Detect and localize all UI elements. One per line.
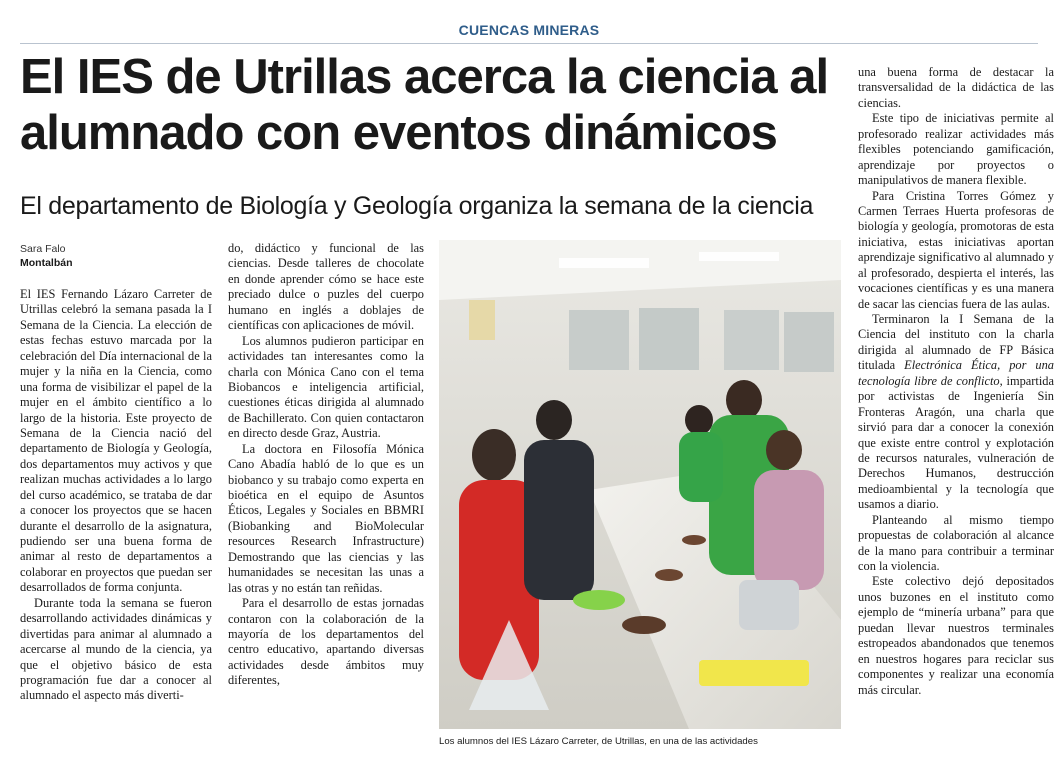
body-column-2 [228, 241, 424, 757]
body-column-4 [858, 65, 1054, 757]
talk-title: Electrónica Ética, por una tecnología libre de conflicto [858, 358, 1054, 388]
classroom-photo-illustration [439, 240, 841, 729]
paragraph: Los alumnos pudieron participar en actividades tan interesantes como la charla con Mónica Cano con el tema Biobancos e inteligencia artificial, cuestiones éticas dirigida al alumnado de Bachillerato. Con quien contactaron en directo desde Graz, Austria. [228, 333, 424, 441]
subheadline: El departamento de Biología y Geología organiza la semana de la ciencia [20, 192, 814, 220]
byline-author: Sara Falo [20, 243, 66, 255]
paragraph: Este colectivo dejó depositados unos buzones en el instituto como ejemplo de “minería urbana” para que puedan llevar nuestros terminales estropeados abandonados que tenemos en nuestros hogares para reciclar sus componentes y realizar una economía más circular. [858, 574, 1054, 697]
text-run: Terminaron la I Semana de la Ciencia del instituto con la charla dirigida al alumnado de FP Básica titulada [858, 312, 1054, 373]
paragraph: El IES Fernando Lázaro Carreter de Utrillas celebró la semana pasada la I Semana de la Ciencia. La elección de estas fechas estuvo marcada por la celebración del Día internacional de la mujer y la niña en la Ciencia, como una forma de visibilizar el papel de la mujer en el ámbito científico a lo largo de la historia. Este proyecto de Semana de la Ciencia nació del departamento de Biología y Geología, dos departamentos muy activos y que realizan muchas actividades a lo largo del curso académico, se trataba de dar a conocer los proyectos que se hacen durante el desarrollo de la asignatura, pudiendo ser una buena forma de animar al resto de departamentos a colaborar en proyectos que puedan ser desarrollados de forma conjunta. [20, 287, 212, 595]
text-run: , impartida por activistas de Ingeniería Sin Fronteras Aragón, una charla que sirvió para dar a conocer la conexión que existe entre control y explotación de recursos naturales, vulneración de Derechos Humanos, destrucción medioambiental y la tecnología que usamos a diario. [858, 373, 1054, 512]
byline [20, 242, 210, 270]
paragraph: Este tipo de iniciativas permite al profesorado realizar actividades más flexibles potenciando gamificación, aprendizaje por proyectos o manipulativos de manera flexible. [858, 111, 1054, 188]
headline: El IES de Utrillas acerca la ciencia al alumnado con eventos dinámicos [20, 50, 829, 160]
body-column-1 [20, 287, 212, 757]
section-header [20, 14, 1038, 44]
paragraph: Para Cristina Torres Gómez y Carmen Terraes Huerta profesoras de biología y geología, promotoras de esta iniciativa, estas iniciativas aportan aprendizaje significativo al alumnado y al profesorado, despierta el interés, las vocaciones científicas y es una manera de sacar las ciencias fuera de las aulas. [858, 188, 1054, 311]
article-photo [439, 240, 841, 729]
paragraph: Durante toda la semana se fueron desarrollando actividades dinámicas y divertidas para animar al alumnado a acercarse al mundo de la ciencia, ya que el objetivo básico de esta programación fue dar a conocer al alumnado el aspecto más diverti- [20, 595, 212, 703]
paragraph [858, 312, 1054, 513]
paragraph: Planteando al mismo tiempo propuestas de colaboración al alcance de la mano para contribuir a terminar con la violencia. [858, 512, 1054, 573]
section-rule [20, 43, 1038, 44]
section-label: CUENCAS MINERAS [458, 22, 600, 38]
photo-caption: Los alumnos del IES Lázaro Carreter, de Utrillas, en una de las actividades [439, 736, 758, 747]
paragraph: Para el desarrollo de estas jornadas contaron con la colaboración de la mayoría de los departamentos del centro educativo, apartando diversas actividades desde ámbitos muy diferentes, [228, 596, 424, 688]
byline-location: Montalbán [20, 257, 73, 270]
paragraph: una buena forma de destacar la transversalidad de la didáctica de las ciencias. [858, 65, 1054, 110]
paragraph: do, didáctico y funcional de las ciencias. Desde talleres de chocolate en donde aprender cómo se hace este preciado dulce o puzles del cuerpo humano en inglés a doblajes de científicas con aplicaciones de móvil. [228, 241, 424, 333]
paragraph: La doctora en Filosofía Mónica Cano Abadía habló de lo que es un biobanco y su trabajo como experta en bioética en el equipo de Asuntos Éticos, Legales y Sociales en BBMRI (Biobanking and BioMolecular resources Research Infrastructure) Demostrando que las ciencias y las humanidades se necesitan las unas a las otras y no están tan reñidas. [228, 441, 424, 595]
